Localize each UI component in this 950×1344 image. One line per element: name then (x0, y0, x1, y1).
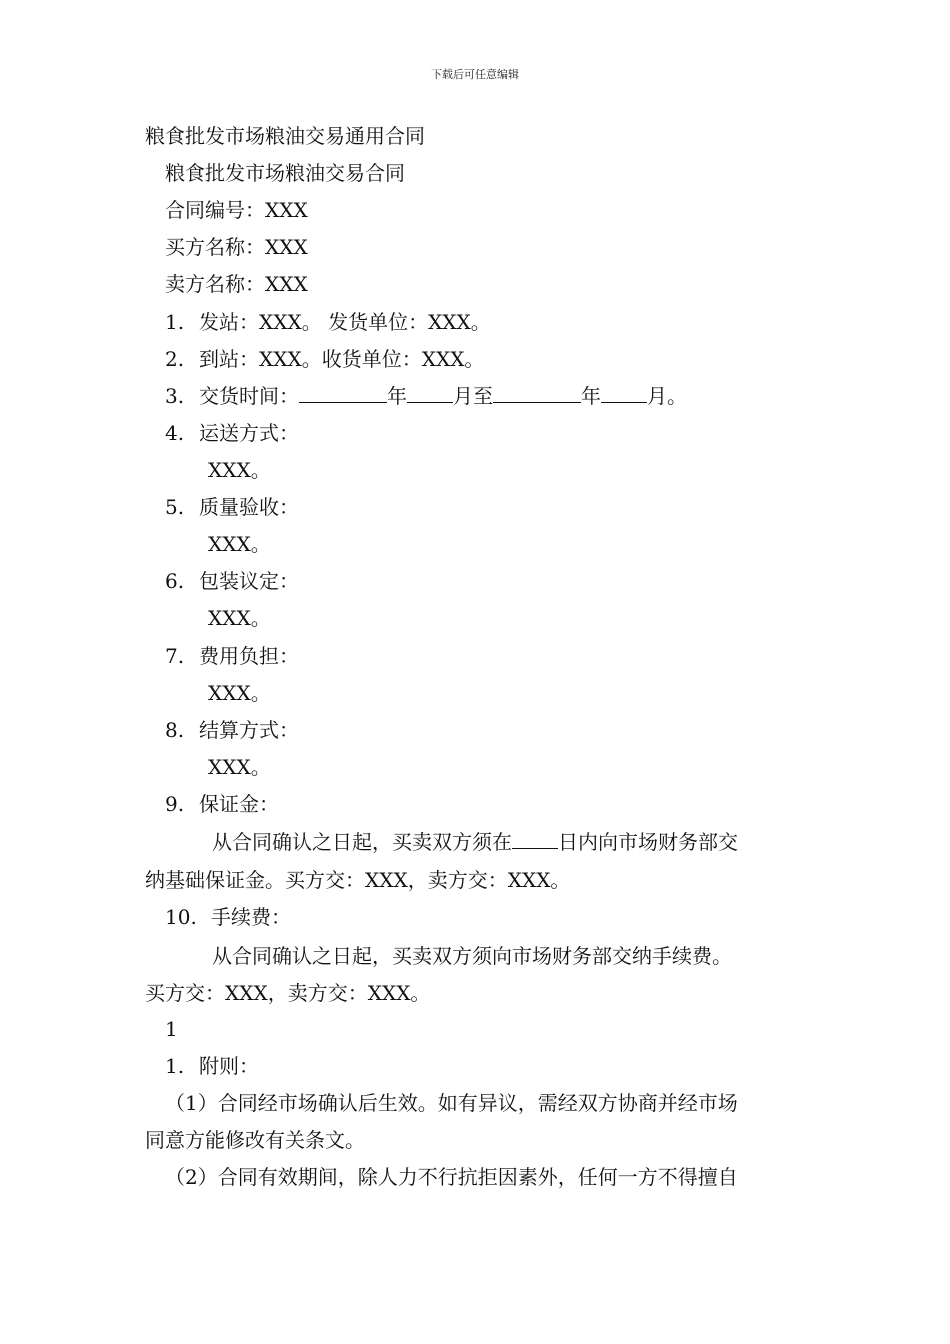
document-title: 粮食批发市场粮油交易通用合同 (145, 124, 425, 148)
year-label: 年 (581, 384, 601, 408)
item-1 (165, 310, 491, 334)
appendix-clause-1-line1: （1）合同经市场确认后生效。如有异议，需经双方协商并经市场 (165, 1091, 738, 1115)
item-9 (165, 792, 279, 816)
blank-month-end (601, 386, 647, 403)
item-number: 3. (165, 384, 185, 408)
item-text: 费用负担： (199, 644, 299, 668)
item-number: 9. (165, 792, 185, 816)
item-number: 8. (165, 718, 185, 742)
item-5-value: XXX。 (208, 532, 271, 556)
item-number: 4. (165, 421, 185, 445)
item-number: 1. (165, 1054, 185, 1078)
seller-name: 卖方名称：XXX (165, 272, 308, 296)
item-text: 发站：XXX。 发货单位：XXX。 (199, 310, 491, 334)
blank-days (512, 832, 558, 849)
item-4-value: XXX。 (208, 458, 271, 482)
item-text: 质量验收： (199, 495, 299, 519)
contract-number: 合同编号：XXX (165, 198, 308, 222)
item-8 (165, 718, 299, 742)
item-number: 10. (165, 905, 197, 929)
month-to-label: 月至 (453, 384, 493, 408)
item-number: 7. (165, 644, 185, 668)
item-text: 结算方式： (199, 718, 299, 742)
month-label: 月。 (647, 384, 687, 408)
deposit-text-b: 日内向市场财务部交 (558, 830, 738, 854)
page-header: 下载后可任意编辑 (431, 68, 519, 81)
item-number: 6. (165, 569, 185, 593)
blank-year-end (493, 386, 581, 403)
item-text: 保证金： (199, 792, 279, 816)
item-5 (165, 495, 299, 519)
item-number: 2. (165, 347, 185, 371)
deposit-text-a: 从合同确认之日起，买卖双方须在 (212, 830, 512, 854)
item-text: 运送方式： (199, 421, 299, 445)
blank-year-start (299, 386, 387, 403)
item-10-paragraph-line1: 从合同确认之日起，买卖双方须向市场财务部交纳手续费。 (212, 944, 732, 968)
delivery-time-label: 交货时间： (199, 384, 299, 408)
item-3 (165, 384, 687, 408)
blank-month-start (407, 386, 453, 403)
item-7 (165, 644, 299, 668)
item-number: 5. (165, 495, 185, 519)
appendix-clause-1-line2: 同意方能修改有关条文。 (145, 1128, 365, 1152)
item-9-paragraph-line2: 纳基础保证金。买方交：XXX，卖方交：XXX。 (145, 868, 571, 892)
appendix-heading (165, 1054, 259, 1078)
year-label: 年 (387, 384, 407, 408)
item-text: 手续费： (211, 905, 291, 929)
contract-subtitle: 粮食批发市场粮油交易合同 (165, 161, 405, 185)
appendix-clause-2-line1: （2）合同有效期间，除人力不行抗拒因素外，任何一方不得擅自 (165, 1165, 738, 1189)
item-10-paragraph-line2: 买方交：XXX，卖方交：XXX。 (145, 981, 431, 1005)
item-10 (165, 905, 291, 929)
item-number: 1. (165, 310, 185, 334)
item-7-value: XXX。 (208, 681, 271, 705)
item-2 (165, 347, 484, 371)
item-8-value: XXX。 (208, 755, 271, 779)
page-number: 1 (165, 1017, 178, 1041)
item-6-value: XXX。 (208, 606, 271, 630)
item-4 (165, 421, 299, 445)
buyer-name: 买方名称：XXX (165, 235, 308, 259)
item-text: 包装议定： (199, 569, 299, 593)
item-9-paragraph-line1 (212, 830, 738, 854)
item-text: 到站：XXX。收货单位：XXX。 (199, 347, 485, 371)
item-6 (165, 569, 299, 593)
appendix-title: 附则： (199, 1054, 259, 1078)
